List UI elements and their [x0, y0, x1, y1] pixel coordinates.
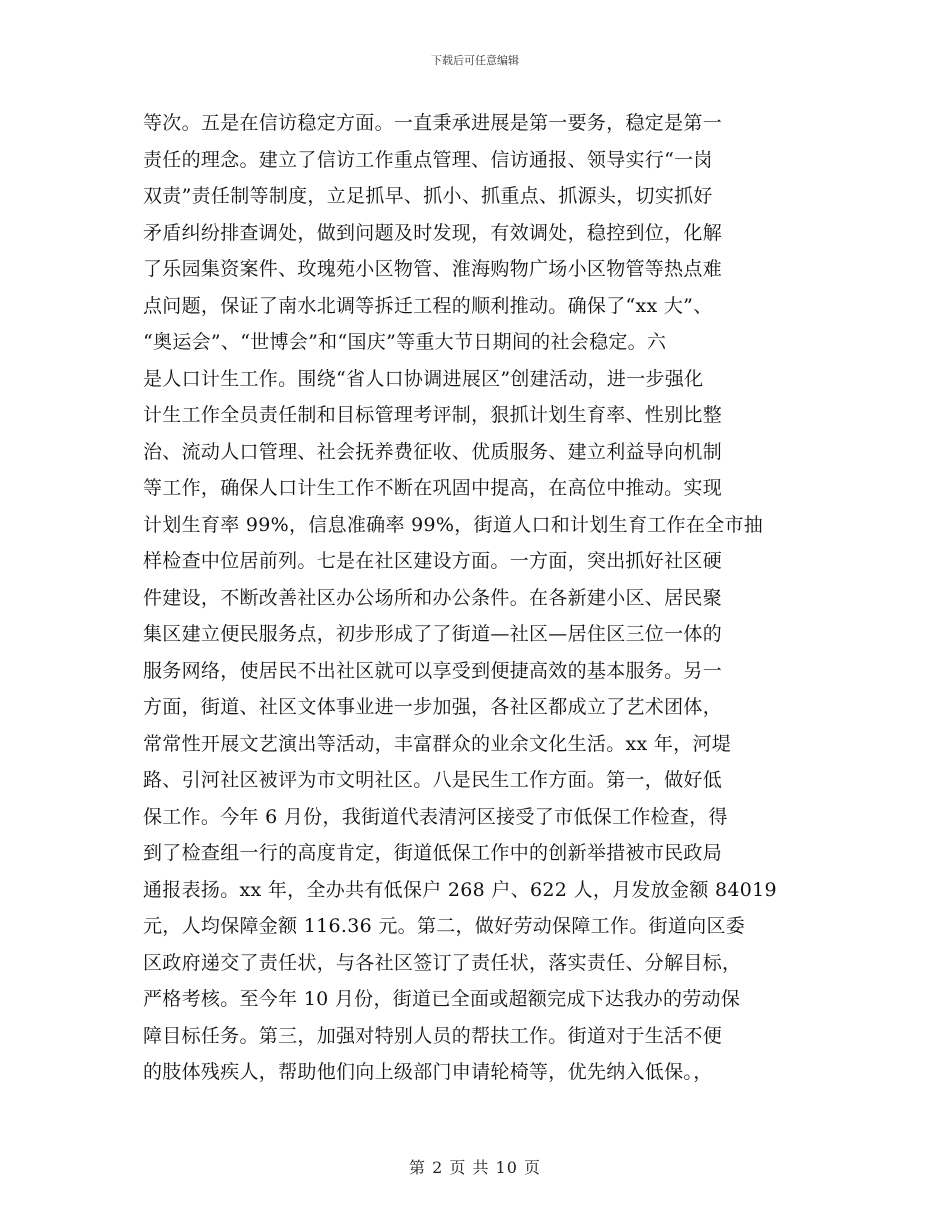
body-line: 元，人均保障金额 116.36 元。第二，做好劳动保障工作。街道向区委 — [143, 915, 746, 937]
body-line: 件建设，不断改善社区办公场所和办公条件。在各新建小区、居民聚 — [143, 586, 723, 609]
body-line: 计划生育率 99%，信息准确率 99%，街道人口和计划生育工作在全市抽 — [143, 513, 764, 536]
page-header: 下载后可任意编辑 — [431, 54, 519, 67]
body-line: 严格考核。至今年 10 月份，街道已全面或超额完成下达我办的劳动保 — [143, 988, 741, 1010]
body-line: 计生工作全员责任制和目标管理考评制，狠抓计划生育率、性别比整 — [143, 404, 723, 426]
body-line: 是人口计生工作。围绕“省人口协调进展区”创建活动，进一步强化 — [143, 367, 704, 390]
body-line: 等次。五是在信访稳定方面。一直秉承进展是第一要务，稳定是第一 — [143, 112, 723, 134]
body-line: “奥运会”、“世博会”和“国庆”等重大节日期间的社会稳定。六 — [143, 331, 667, 353]
body-line: 服务网络，使居民不出社区就可以享受到便捷高效的基本服务。另一 — [143, 659, 723, 682]
body-line: 常常性开展文艺演出等活动，丰富群众的业余文化生活。xx 年，河堤 — [143, 732, 732, 755]
page-footer: 第 2 页 共 10 页 — [409, 1158, 541, 1177]
body-line: 路、引河社区被评为市文明社区。八是民生工作方面。第一，做好低 — [143, 769, 723, 791]
body-line: 双责”责任制等制度，立足抓早、抓小、抓重点、抓源头，切实抓好 — [143, 185, 713, 207]
body-line: 样检查中位居前列。七是在社区建设方面。一方面，突出抓好社区硬 — [143, 550, 723, 572]
body-line: 治、流动人口管理、社会抚养费征收、优质服务、建立利益导向机制 — [143, 440, 723, 463]
body-line: 等工作，确保人口计生工作不断在巩固中提高，在高位中推动。实现 — [143, 477, 723, 499]
body-line: 障目标任务。第三，加强对特别人员的帮扶工作。街道对于生活不便 — [143, 1024, 723, 1047]
body-line: 保工作。今年 6 月份，我街道代表清河区接受了市低保工作检查，得 — [143, 805, 728, 828]
body-line: 矛盾纠纷排查调处，做到问题及时发现，有效调处，稳控到位，化解 — [143, 221, 723, 244]
document-body — [143, 105, 807, 1091]
body-line: 责任的理念。建立了信访工作重点管理、信访通报、领导实行“一岗 — [143, 148, 713, 171]
body-line: 了乐园集资案件、玫瑰苑小区物管、淮海购物广场小区物管等热点难 — [143, 258, 723, 280]
body-line: 方面，街道、社区文体事业进一步加强，各社区都成立了艺术团体， — [143, 696, 723, 718]
body-line: 区政府递交了责任状，与各社区签订了责任状，落实责任、分解目标， — [143, 951, 742, 974]
body-line: 到了检查组一行的高度肯定，街道低保工作中的创新举措被市民政局 — [143, 842, 723, 864]
body-line: 集区建立便民服务点，初步形成了了街道—社区—居住区三位一体的 — [143, 623, 723, 645]
body-line: 通报表扬。xx 年，全办共有低保户 268 户、622 人，月发放金额 84019 — [143, 878, 777, 901]
body-line: 点问题，保证了南水北调等拆迁工程的顺利推动。确保了“xx 大”、 — [143, 294, 713, 317]
body-line: 的肢体残疾人，帮助他们向上级部门申请轮椅等，优先纳入低保。， — [143, 1061, 713, 1083]
